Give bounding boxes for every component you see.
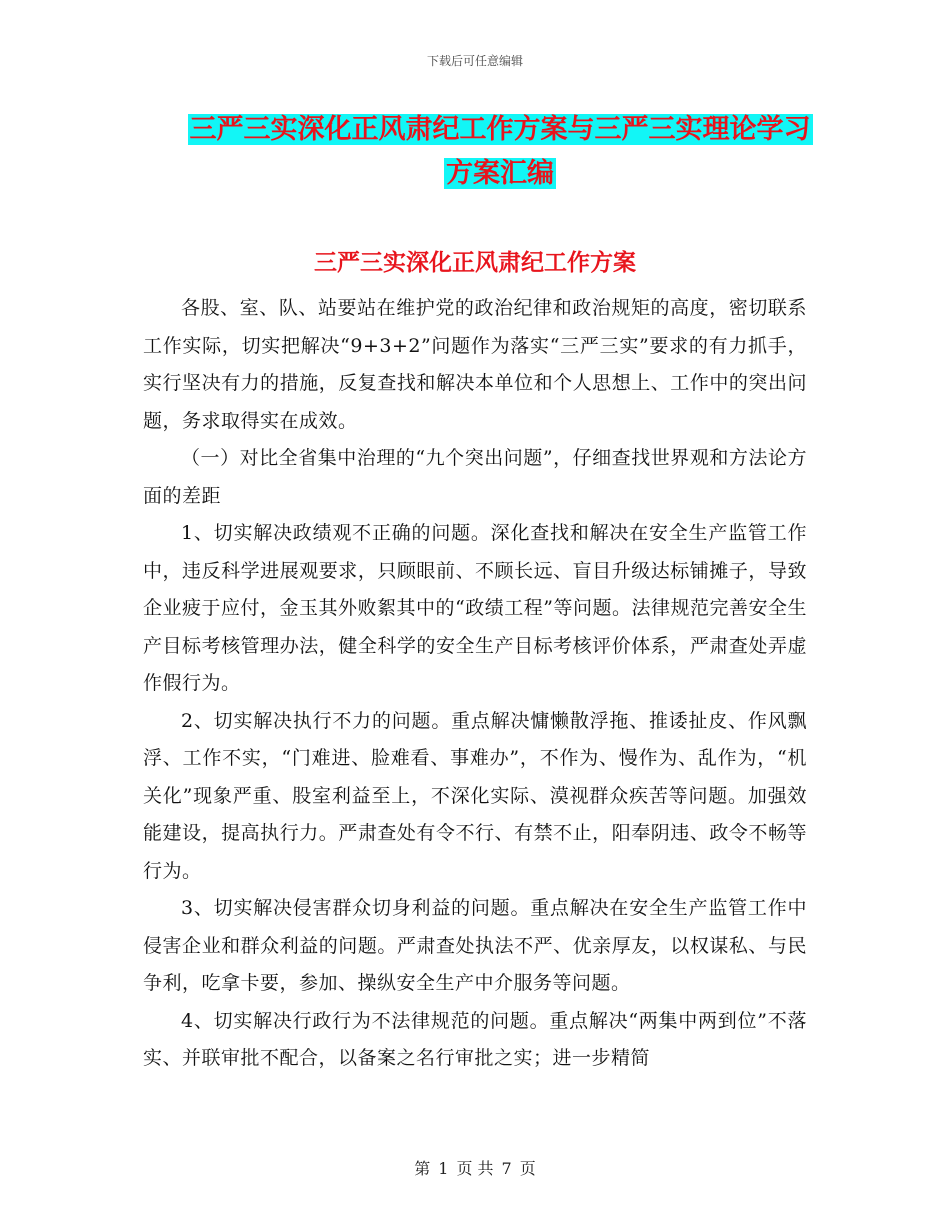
paragraph: 1、切实解决政绩观不正确的问题。深化查找和解决在安全生产监管工作中，违反科学进展观要求，只顾眼前、不顾长远、盲目升级达标铺摊子，导致企业疲于应付，金玉其外败絮其中的“政绩工程”等问题。法律规范完善安全生产目标考核管理办法，健全科学的安全生产目标考核评价体系，严肃查处弄虚作假行为。 — [143, 522, 807, 694]
paragraph: （一）对比全省集中治理的“九个突出问题”，仔细查找世界观和方法论方面的差距 — [143, 447, 807, 507]
title-line-1: 三严三实深化正风肃纪工作方案与三严三实理论学习 — [189, 114, 811, 145]
document-title — [140, 108, 860, 196]
section-title: 三严三实深化正风肃纪工作方案 — [314, 249, 636, 276]
title-line-2: 方案汇编 — [446, 158, 554, 189]
document-body — [143, 290, 807, 1078]
footer-middle: 页 共 — [456, 1159, 494, 1178]
paragraph: 2、切实解决执行不力的问题。重点解决慵懒散浮拖、推诿扯皮、作风飘浮、工作不实，“门难进、脸难看、事难办”，不作为、慢作为、乱作为，“机关化”现象严重、股室利益至上，不深化实际、漠视群众疾苦等问题。加强效能建设，提高执行力。严肃查处有令不行、有禁不止，阳奉阴违、政令不畅等行为。 — [143, 709, 807, 882]
total-pages: 7 — [501, 1159, 512, 1178]
footer-suffix: 页 — [519, 1159, 536, 1178]
header-note: 下载后可任意编辑 — [426, 54, 523, 68]
paragraph: 各股、室、队、站要站在维护党的政治纪律和政治规矩的高度，密切联系工作实际，切实把解决“9+3+2”问题作为落实“三严三实”要求的有力抓手，实行坚决有力的措施，反复查找和解决本单位和个人思想上、工作中的突出问题，务求取得实在成效。 — [143, 297, 807, 432]
page-footer — [0, 1156, 950, 1179]
page-number: 1 — [438, 1159, 449, 1178]
paragraph: 4、切实解决行政行为不法律规范的问题。重点解决“两集中两到位”不落实、并联审批不配合，以备案之名行审批之实；进一步精简 — [143, 1009, 807, 1069]
paragraph: 3、切实解决侵害群众切身利益的问题。重点解决在安全生产监管工作中侵害企业和群众利益的问题。严肃查处执法不严、优亲厚友，以权谋私、与民争利，吃拿卡要，参加、操纵安全生产中介服务等问题。 — [143, 897, 807, 994]
footer-prefix: 第 — [414, 1159, 431, 1178]
